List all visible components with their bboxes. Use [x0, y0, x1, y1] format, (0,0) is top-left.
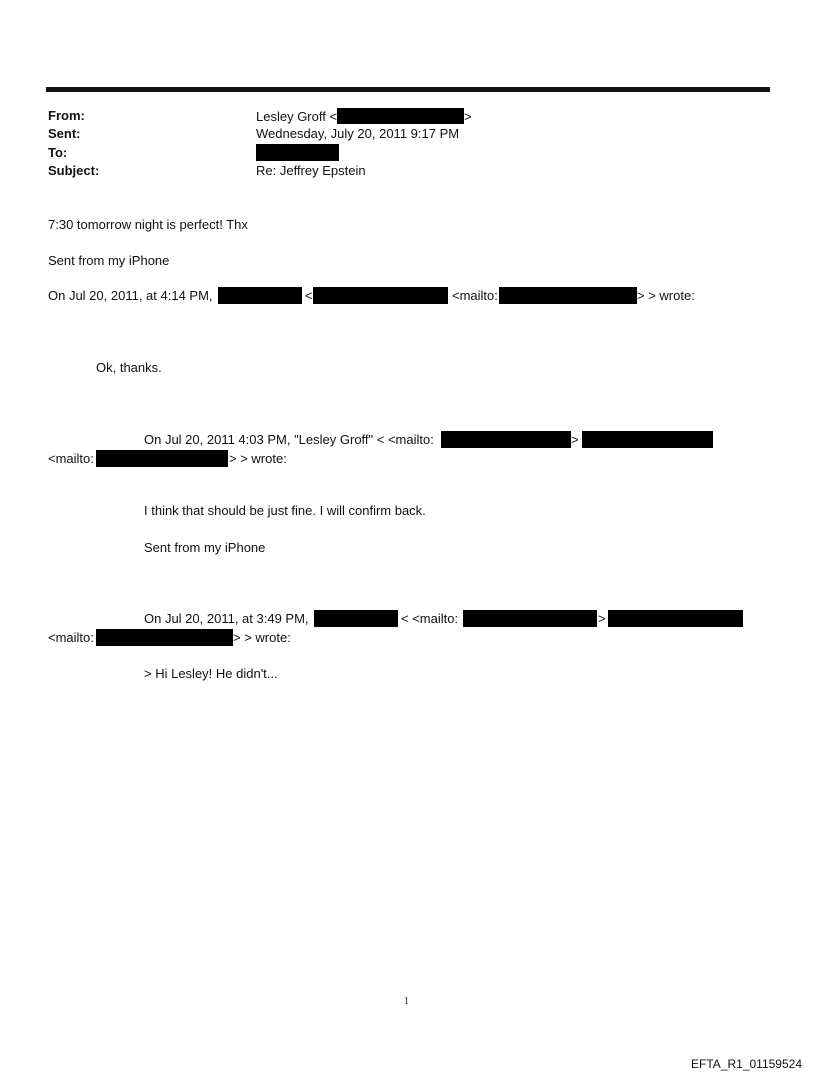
- redaction-box: [256, 144, 339, 161]
- reply-text: > Hi Lesley! He didn't...: [144, 666, 278, 681]
- signature: Sent from my iPhone: [48, 253, 170, 268]
- reply-text: Ok, thanks.: [96, 360, 162, 375]
- redaction-box: [441, 431, 571, 448]
- redaction-box: [96, 629, 233, 646]
- quote-header-prefix: On Jul 20, 2011, at 4:14 PM,: [48, 288, 213, 303]
- quote-header-mailto: <mailto:: [48, 451, 94, 466]
- subject-value: Re: Jeffrey Epstein: [256, 163, 366, 178]
- redaction-box: [96, 450, 228, 467]
- redaction-box: [337, 108, 464, 124]
- redaction-box: [218, 287, 302, 304]
- quote-header-gt: >: [598, 611, 606, 626]
- header-rule: [46, 87, 770, 92]
- subject-label: Subject:: [48, 163, 100, 178]
- redaction-box: [499, 287, 637, 304]
- quote-header-mid: < <mailto:: [401, 611, 459, 626]
- quote-header-mailto: <mailto:: [48, 630, 94, 645]
- quote-header-suffix: > > wrote:: [233, 630, 291, 645]
- to-label: To:: [48, 145, 68, 160]
- quote-header-prefix: On Jul 20, 2011 4:03 PM, "Lesley Groff" < <mailto:: [144, 432, 434, 447]
- quote-header-suffix: > > wrote:: [229, 451, 287, 466]
- from-value: [256, 108, 472, 124]
- redaction-box: [608, 610, 743, 627]
- from-label: From:: [48, 108, 85, 123]
- redaction-box: [314, 610, 398, 627]
- page-number: 1: [404, 996, 409, 1007]
- quote-header-gt: >: [571, 432, 579, 447]
- bates-number: EFTA_R1_01159524: [691, 1057, 802, 1071]
- reply-text: I think that should be just fine. I will confirm back.: [144, 503, 426, 518]
- quote-header-prefix: On Jul 20, 2011, at 3:49 PM,: [144, 611, 309, 626]
- quote-header-mailto: <mailto:: [452, 288, 498, 303]
- body-line: 7:30 tomorrow night is perfect! Thx: [48, 217, 248, 232]
- from-close: >: [464, 109, 472, 124]
- redaction-box: [313, 287, 448, 304]
- sent-label: Sent:: [48, 126, 81, 141]
- redaction-box: [463, 610, 597, 627]
- signature: Sent from my iPhone: [144, 540, 266, 555]
- redaction-box: [582, 431, 713, 448]
- from-name: Lesley Groff <: [256, 109, 338, 124]
- quote-header-lt: <: [305, 288, 313, 303]
- quote-header-suffix: > > wrote:: [637, 288, 695, 303]
- sent-value: Wednesday, July 20, 2011 9:17 PM: [256, 126, 460, 141]
